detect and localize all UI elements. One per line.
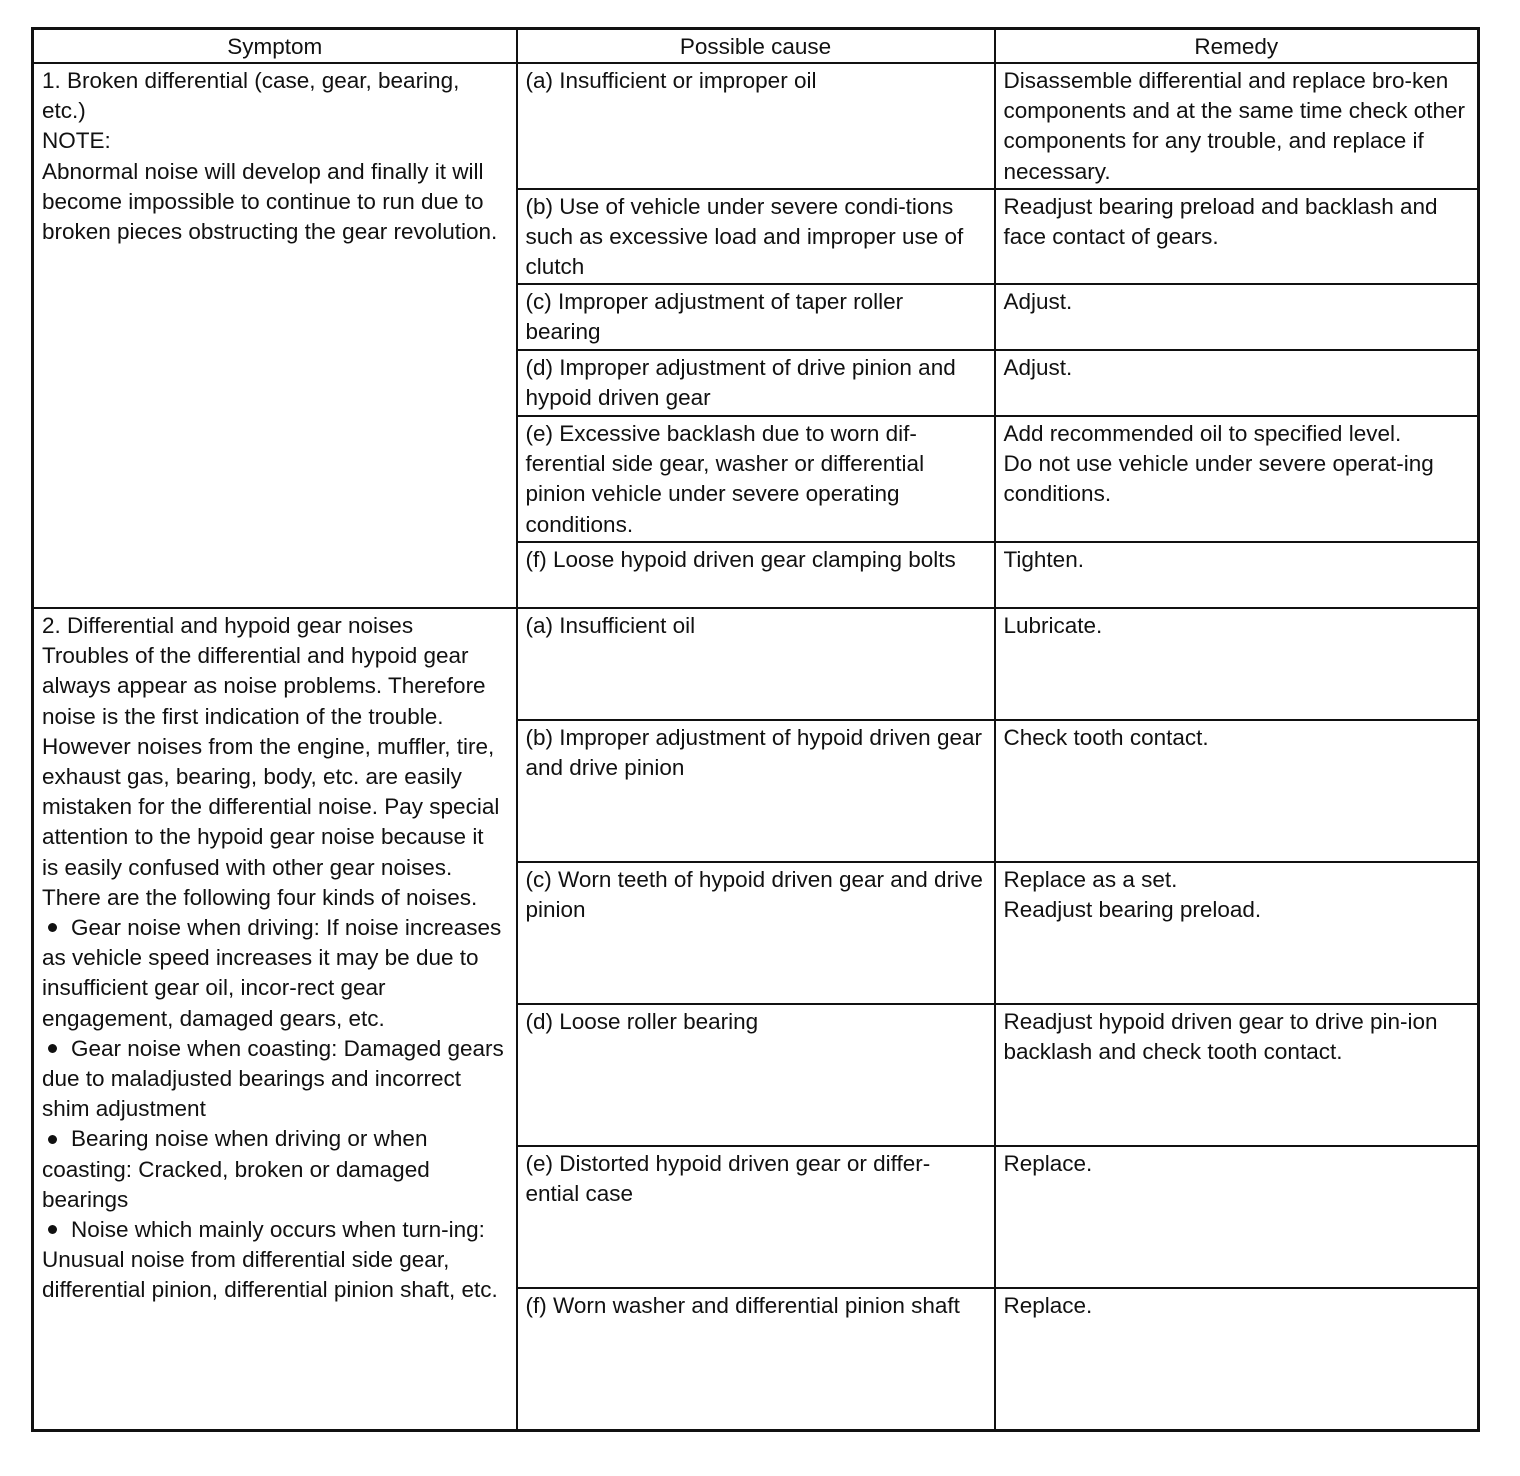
cause-cell: (a) Insufficient oil (517, 608, 995, 720)
remedy-text: Lubricate. (1003, 613, 1103, 638)
remedy-text: Replace as a set. (1003, 867, 1178, 892)
remedy-text: Adjust. (1003, 355, 1073, 380)
table-row (33, 608, 1479, 720)
cause-cell: (a) Insufficient or improper oil (517, 63, 995, 189)
bullet-item (42, 1124, 506, 1215)
bullet-item (42, 1034, 506, 1125)
note-text: Abnormal noise will develop and finally it will become impossible to continue to run due to broken pieces obstructing the gear revolution. (42, 158, 498, 245)
bullet-item (42, 1215, 506, 1306)
remedy-cell (995, 284, 1479, 350)
table-row (33, 63, 1479, 189)
symptom-title: 2. Differential and hypoid gear noises (42, 613, 414, 638)
bullet-icon (48, 1225, 57, 1234)
remedy-text: Replace. (1003, 1293, 1093, 1318)
remedy-cell (995, 542, 1479, 608)
remedy-cell (995, 1146, 1479, 1288)
remedy-text: Add recommended oil to specified level. (1003, 421, 1402, 446)
remedy-text: Check tooth contact. (1003, 725, 1209, 750)
remedy-cell (995, 862, 1479, 1004)
header-cause: Possible cause (517, 29, 995, 64)
remedy-text: Disassemble differential and replace bro-ken components and at the same time check other components for any trouble, and replace if necessary. (1003, 68, 1466, 184)
remedy-text: Readjust bearing preload and backlash and face contact of gears. (1003, 194, 1438, 250)
cause-cell: (f) Worn washer and differential pinion shaft (517, 1288, 995, 1430)
cause-cell: (c) Worn teeth of hypoid driven gear and drive pinion (517, 862, 995, 1004)
note-label: NOTE: (42, 128, 111, 154)
bullet-item (42, 913, 506, 1034)
cause-cell: (e) Distorted hypoid driven gear or differ-ential case (517, 1146, 995, 1288)
header-row (33, 29, 1479, 64)
bullet-icon (48, 1135, 57, 1144)
remedy-text: Readjust hypoid driven gear to drive pin-ion backlash and check tooth contact. (1003, 1009, 1438, 1065)
cause-cell: (f) Loose hypoid driven gear clamping bolts (517, 542, 995, 608)
bullet-text: Gear noise when coasting: Damaged gears due to maladjusted bearings and incorrect shim adjustment (42, 1035, 504, 1122)
remedy-cell (995, 1288, 1479, 1430)
remedy-cell (995, 189, 1479, 284)
remedy-cell (995, 720, 1479, 862)
symptom-cell-2 (33, 608, 517, 1430)
bullet-icon (48, 923, 57, 932)
symptom-cell-1 (33, 63, 517, 608)
symptom-title: 1. Broken differential (case, gear, bearing, etc.) (42, 68, 460, 124)
bullet-icon (48, 1044, 57, 1053)
remedy-cell (995, 350, 1479, 416)
cause-cell: (c) Improper adjustment of taper roller bearing (517, 284, 995, 350)
cause-cell: (b) Use of vehicle under severe condi-tions such as excessive load and improper use of clutch (517, 189, 995, 284)
bullet-text: Gear noise when driving: If noise increases as vehicle speed increases it may be due to insufficient gear oil, incor-rect gear engagement, damaged gears, etc. (42, 915, 502, 1031)
cause-cell: (d) Loose roller bearing (517, 1004, 995, 1146)
remedy-text: Tighten. (1003, 547, 1084, 572)
cause-cell: (b) Improper adjustment of hypoid driven gear and drive pinion (517, 720, 995, 862)
cause-cell: (d) Improper adjustment of drive pinion and hypoid driven gear (517, 350, 995, 416)
header-symptom: Symptom (33, 29, 517, 64)
remedy-text: Adjust. (1003, 289, 1073, 314)
remedy-text: Replace. (1003, 1151, 1093, 1176)
remedy-text: Readjust bearing preload. (1003, 897, 1262, 923)
troubleshooting-table (31, 27, 1480, 1432)
header-remedy: Remedy (995, 29, 1479, 64)
symptom-body: Troubles of the differential and hypoid gear always appear as noise problems. Therefore noise is the first indication of the trouble. However noises from the engine, muffler, tire, exhaust gas, bearing, body, etc. are easily mistaken for the differential noise. Pay special attention to the hypoid gear noise because it is easily confused with other gear noises. There are the following four kinds of noises. (42, 643, 500, 910)
remedy-cell (995, 63, 1479, 189)
remedy-cell (995, 416, 1479, 542)
remedy-cell (995, 608, 1479, 720)
remedy-text: Do not use vehicle under severe operat-ing conditions. (1003, 451, 1434, 507)
remedy-cell (995, 1004, 1479, 1146)
cause-cell: (e) Excessive backlash due to worn dif-ferential side gear, washer or differential pinion vehicle under severe operating conditions. (517, 416, 995, 542)
bullet-text: Noise which mainly occurs when turn-ing: Unusual noise from differential side gear, differential pinion, differential pinion shaft, etc. (42, 1217, 498, 1303)
bullet-text: Bearing noise when driving or when coasting: Cracked, broken or damaged bearings (42, 1126, 430, 1212)
